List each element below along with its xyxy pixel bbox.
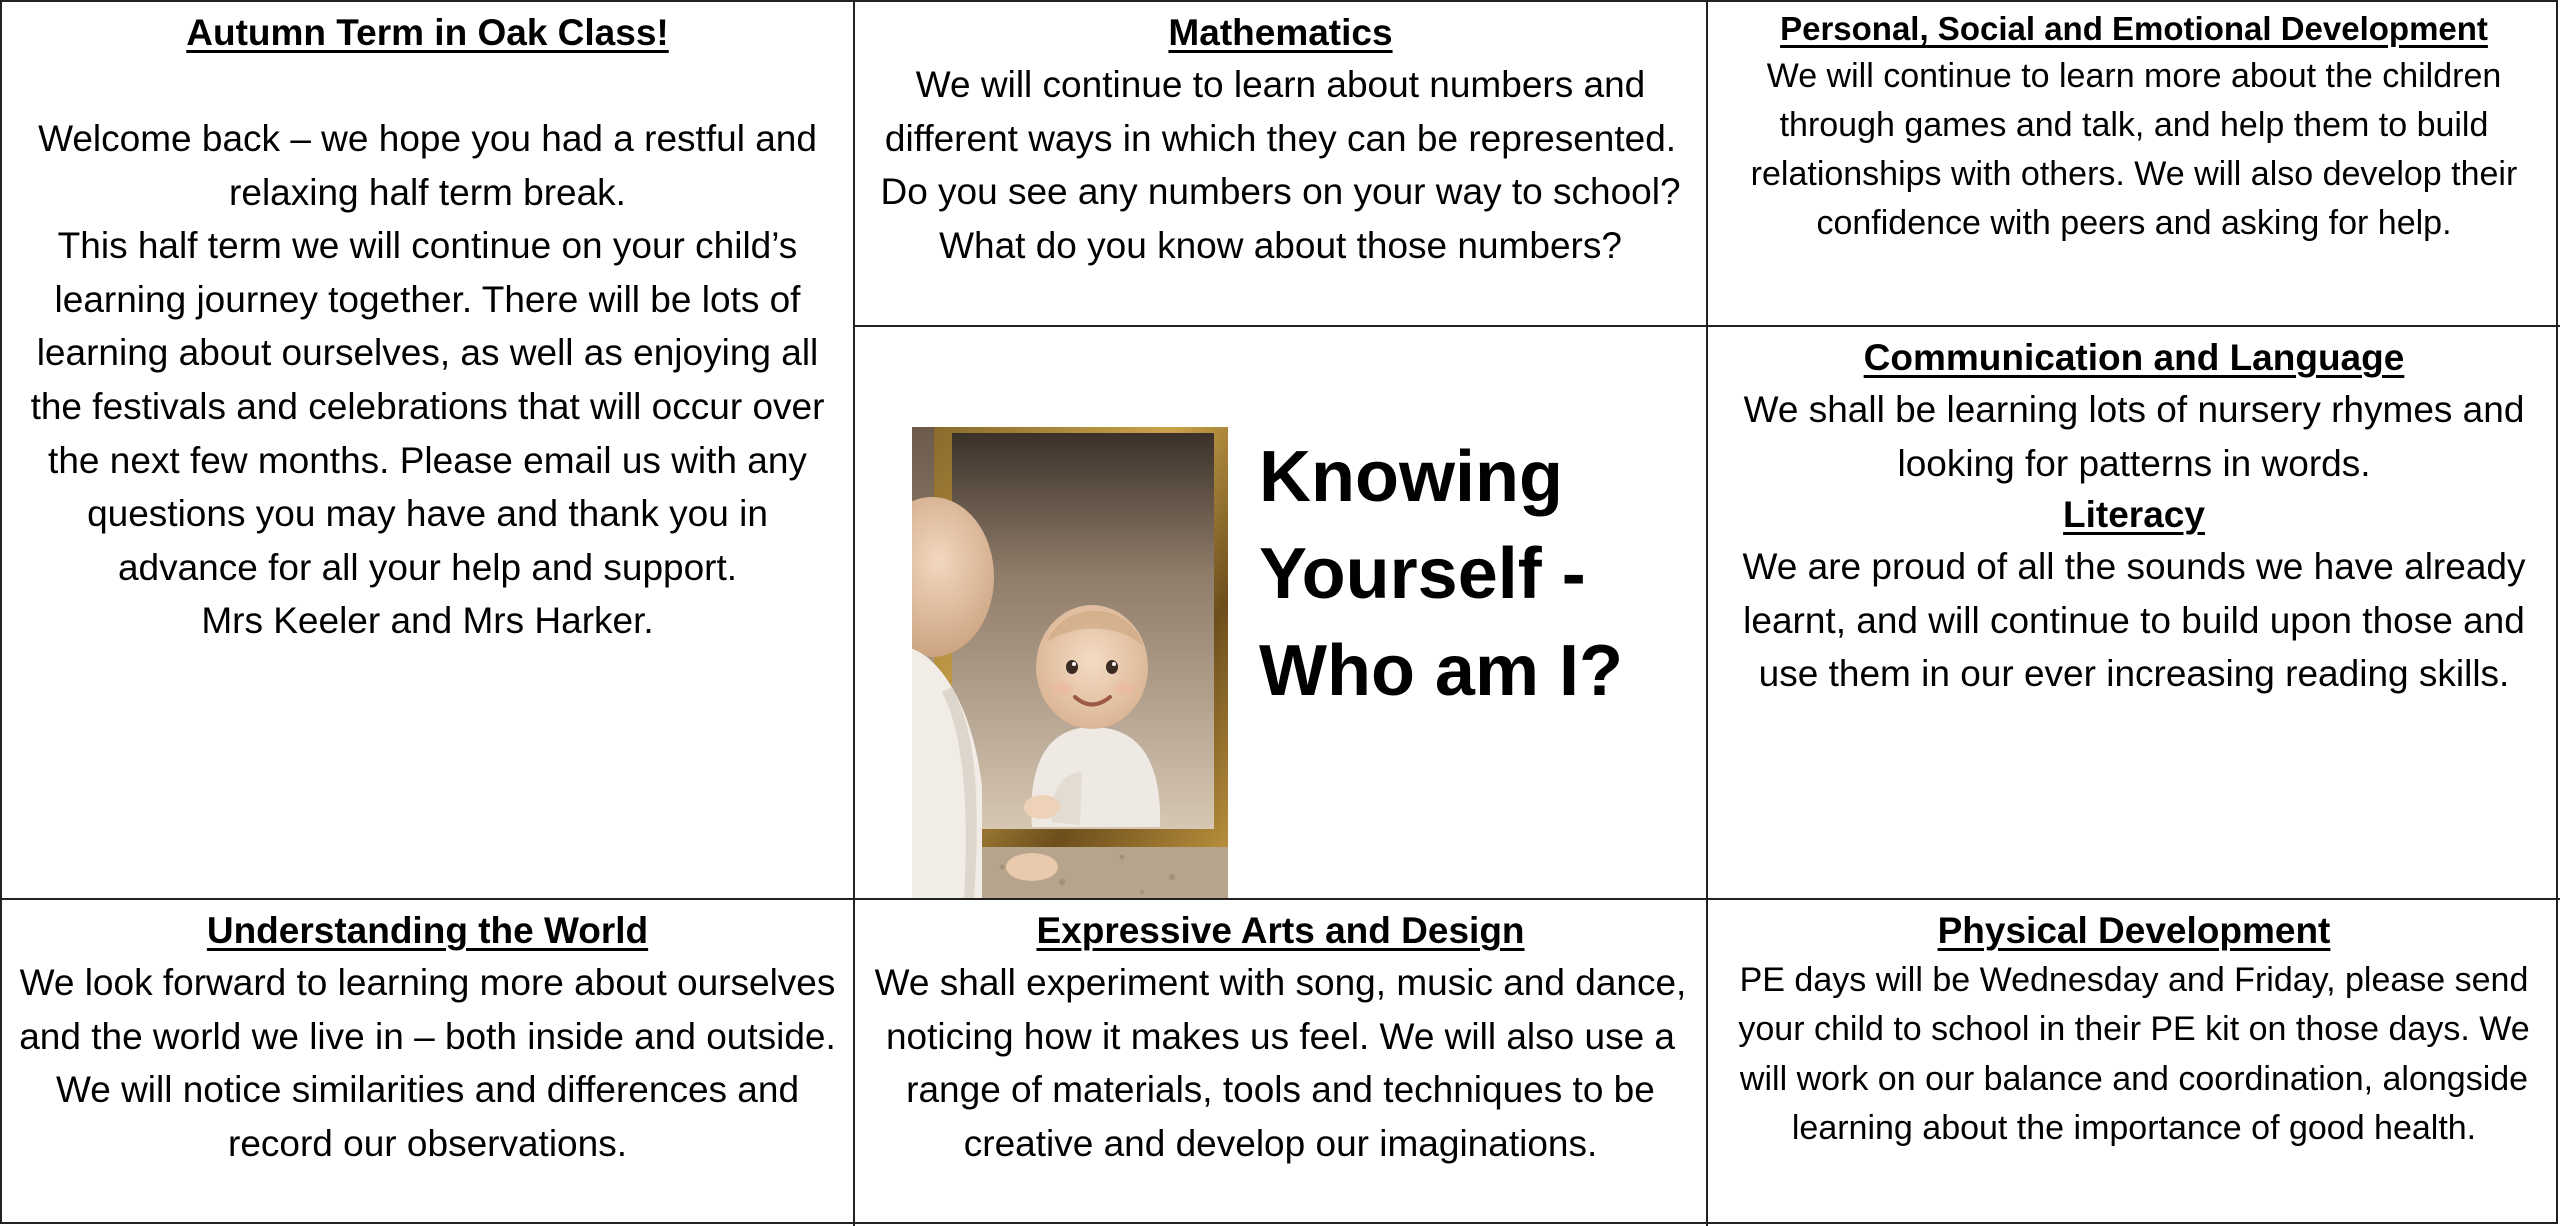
expressive-arts-heading: Expressive Arts and Design	[1036, 910, 1525, 951]
welcome-paragraph: Welcome back – we hope you had a restful and relaxing half term break.	[38, 118, 817, 213]
welcome-signoff: Mrs Keeler and Mrs Harker.	[201, 600, 654, 642]
mathematics-text: We will continue to learn about numbers and different ways in which they can be represented. Do you see any numbers on your way to school? What do you know about those numbers?	[880, 64, 1681, 266]
understanding-world-heading: Understanding the World	[206, 910, 649, 951]
topic-title-cell	[855, 327, 1708, 900]
expressive-arts-cell	[855, 900, 1708, 1226]
physical-text: PE days will be Wednesday and Friday, please send your child to school in their PE kit on those days. We will work on our balance and coordination, alongside learning about the importance of good health.	[1738, 961, 2530, 1148]
topic-title-line: Knowing	[1259, 437, 1563, 517]
literacy-heading: Literacy	[2063, 494, 2205, 536]
welcome-heading: Autumn Term in Oak Class!	[186, 12, 669, 53]
communication-text: We shall be learning lots of nursery rhymes and looking for patterns in words.	[1743, 389, 2525, 484]
psed-text: We will continue to learn more about the children through games and talk, and help them to build relationships with others. We will also develop their confidence with peers and asking for help.	[1750, 57, 2518, 242]
physical-development-cell	[1708, 900, 2560, 1226]
physical-heading: Physical Development	[1937, 910, 2331, 951]
welcome-paragraph: This half term we will continue on your child’s learning journey together. There will be lots of learning about ourselves, as well as enjoying all the festivals and celebrations that will occur over the next few months. Please email us with any questions you may have and thank you in advance for all your help and support.	[30, 225, 825, 588]
understanding-world-cell	[2, 900, 855, 1226]
literacy-text: We are proud of all the sounds we have already learnt, and will continue to build upon those and use them in our ever increasing reading skills.	[1742, 546, 2526, 695]
communication-literacy-cell	[1708, 327, 2560, 900]
psed-cell	[1708, 2, 2560, 327]
mathematics-cell	[855, 2, 1708, 327]
communication-heading: Communication and Language	[1863, 337, 2405, 378]
welcome-cell	[2, 2, 855, 900]
topic-title	[1259, 429, 1623, 720]
psed-heading: Personal, Social and Emotional Development	[1780, 10, 2488, 47]
expressive-arts-text: We shall experiment with song, music and dance, noticing how it makes us feel. We will also use a range of materials, tools and techniques to be creative and develop our imaginations.	[874, 962, 1687, 1164]
baby-mirror-photo	[912, 427, 1228, 900]
topic-title-line: Yourself -	[1259, 534, 1586, 614]
understanding-world-text: We look forward to learning more about ourselves and the world we live in – both inside and outside. We will notice similarities and differences and record our observations.	[19, 962, 836, 1164]
topic-title-line: Who am I?	[1259, 631, 1623, 711]
mathematics-heading: Mathematics	[1168, 12, 1393, 53]
